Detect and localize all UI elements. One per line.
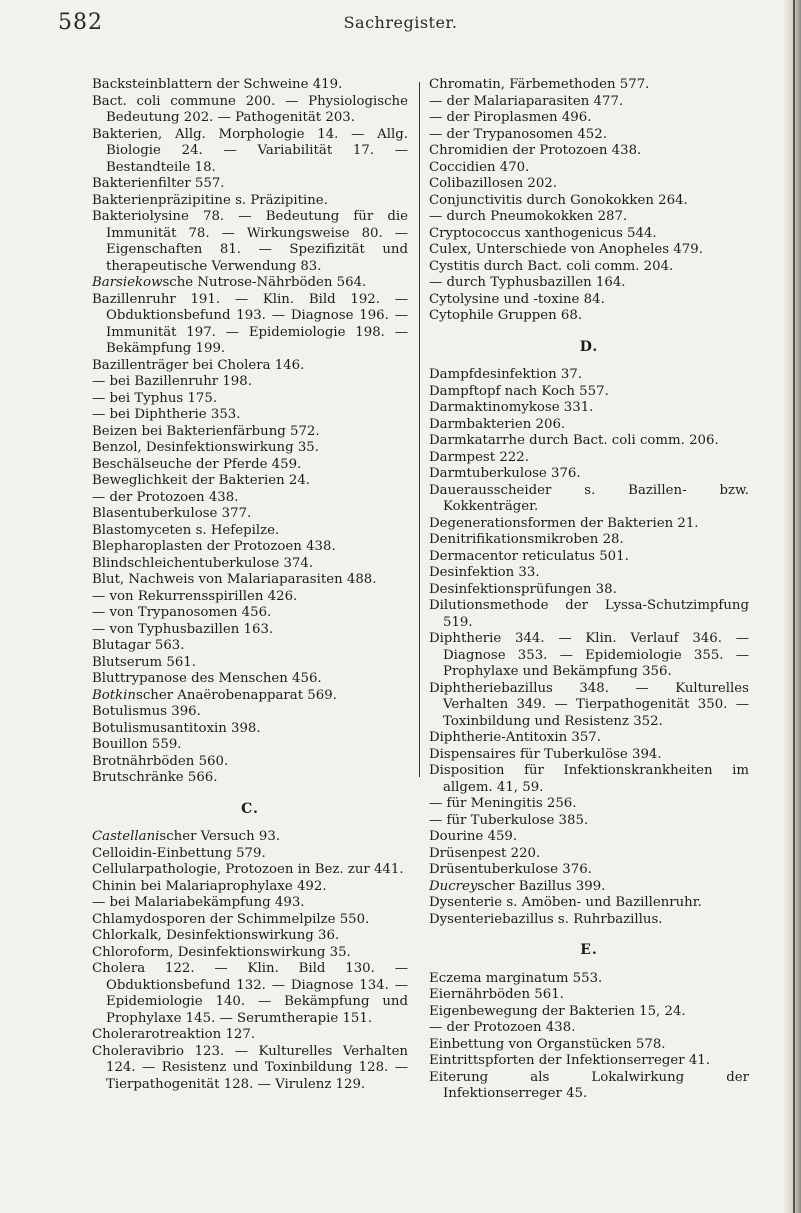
section-letter-d: D. xyxy=(579,338,599,355)
index-entry: — von Trypanosomen 456. xyxy=(92,605,272,620)
index-entry: Eczema marginatum 553. xyxy=(429,970,603,986)
index-entry: Bakterien, Allg. Morphologie 14. — Allg. Biologie 24. — Variabilität 17. — Bestandteile 18. xyxy=(92,126,408,175)
index-column-right xyxy=(429,77,749,1103)
index-entry: Chloroform, Desinfektionswirkung 35. xyxy=(92,944,351,960)
index-entry: — für Meningitis 256. xyxy=(429,796,577,811)
index-entry: Blutserum 561. xyxy=(92,654,196,670)
index-entry: Bakterienfilter 557. xyxy=(92,176,225,191)
index-entry: Bazillenruhr 191. — Klin. Bild 192. — Obduktionsbefund 193. — Diagnose 196. — Immunität 197. — Epidemiologie 198. — Bekämpfung 199. xyxy=(92,291,408,356)
index-entry: Einbettung von Organstücken 578. xyxy=(429,1036,666,1052)
index-entry: Chlorkalk, Desinfektionswirkung 36. xyxy=(92,928,340,943)
index-entry: Drüsentuberkulose 376. xyxy=(429,862,592,877)
index-entry: — bei Bazillenruhr 198. xyxy=(92,374,252,389)
index-entry: Eigenbewegung der Bakterien 15, 24. xyxy=(429,1003,686,1019)
index-entry: Cryptococcus xanthogenicus 544. xyxy=(429,225,657,241)
index-entry: Blut, Nachweis von Malariaparasiten 488. xyxy=(92,572,377,587)
index-entry: Coccidien 470. xyxy=(429,159,530,175)
index-entry: — bei Typhus 175. xyxy=(92,390,218,406)
index-entry: Botkinscher Anaërobenapparat 569. xyxy=(92,687,337,703)
index-entry: Blindschleichentuberkulose 374. xyxy=(92,555,314,571)
index-entry: Diphtheriebazillus 348. — Kulturelles Verhalten 349. — Tierpathogenität 350. — Toxinbildung und Resistenz 352. xyxy=(429,680,749,729)
index-entry: — der Piroplasmen 496. xyxy=(429,110,592,125)
index-entry: — der Trypanosomen 452. xyxy=(429,126,607,142)
index-entry: — der Protozoen 438. xyxy=(92,489,239,505)
index-entry: Darmkatarrhe durch Bact. coli comm. 206. xyxy=(429,433,719,448)
index-entry: Blutagar 563. xyxy=(92,638,185,653)
running-title: Sachregister. xyxy=(343,13,458,32)
index-entry: — für Tuberkulose 385. xyxy=(429,812,589,828)
index-entry: Dilutionsmethode der Lyssa-Schutzimpfung 519. xyxy=(429,598,749,630)
index-entry: Castellanischer Versuch 93. xyxy=(92,829,281,844)
index-entry: Chromidien der Protozoen 438. xyxy=(429,143,642,158)
index-entry: Beschälseuche der Pferde 459. xyxy=(92,456,302,472)
index-entry: Celloidin-Einbettung 579. xyxy=(92,845,266,861)
index-entry: — von Typhusbazillen 163. xyxy=(92,621,274,637)
index-entry: Darmbakterien 206. xyxy=(429,416,566,432)
section-c-continued-entries xyxy=(429,77,749,325)
index-entry: Cholera 122. — Klin. Bild 130. — Obduktionsbefund 132. — Diagnose 134. — Epidemiologie 140. — Bekämpfung und Prophylaxe 145. — Serumtherapie 151. xyxy=(92,961,408,1026)
section-b-entries xyxy=(92,77,408,787)
index-entry: Brotnährböden 560. xyxy=(92,753,229,769)
page-edge-line xyxy=(793,0,795,1213)
index-entry: Conjunctivitis durch Gonokokken 264. xyxy=(429,192,688,208)
index-entry: Colibazillosen 202. xyxy=(429,176,557,191)
index-entry: Cytophile Gruppen 68. xyxy=(429,308,583,323)
page-number: 582 xyxy=(58,10,103,35)
index-entry: Chromatin, Färbemethoden 577. xyxy=(429,77,650,92)
index-entry: Brutschränke 566. xyxy=(92,770,218,785)
index-entry: Botulismusantitoxin 398. xyxy=(92,720,261,736)
index-entry: Cystitis durch Bact. coli comm. 204. xyxy=(429,258,674,274)
index-entry: Blastomyceten s. Hefepilze. xyxy=(92,522,280,538)
index-entry: Barsiekowsche Nutrose-Nährböden 564. xyxy=(92,275,367,290)
index-entry: Dysenteriebazillus s. Ruhrbazillus. xyxy=(429,911,663,927)
index-entry: Desinfektion 33. xyxy=(429,565,540,580)
index-entry: — bei Diphtherie 353. xyxy=(92,407,241,422)
index-entry: Bouillon 559. xyxy=(92,737,182,752)
index-column-left xyxy=(92,77,408,1093)
index-entry: Denitrifikationsmikroben 28. xyxy=(429,532,624,547)
column-divider xyxy=(419,82,420,777)
section-letter-e: E. xyxy=(580,942,598,958)
index-entry: Drüsenpest 220. xyxy=(429,845,541,861)
index-entry: Cellularpathologie, Protozoen in Bez. zur 441. xyxy=(92,862,404,877)
index-entry: Dermacentor reticulatus 501. xyxy=(429,548,629,564)
index-entry: Cholerarotreaktion 127. xyxy=(92,1027,256,1042)
index-entry: Backsteinblattern der Schweine 419. xyxy=(92,77,343,92)
index-entry: Bakteriolysine 78. — Bedeutung für die Immunität 78. — Wirkungsweise 80. — Eigenschaften 81. — Spezifizität und therapeutische Verwendung 83. xyxy=(92,209,408,274)
index-entry: Ducreyscher Bazillus 399. xyxy=(429,878,606,894)
index-entry: — bei Malariabekämpfung 493. xyxy=(92,895,305,910)
index-entry: Beweglichkeit der Bakterien 24. xyxy=(92,473,311,488)
index-entry: — der Protozoen 438. xyxy=(429,1020,576,1035)
index-entry: Dauerausscheider s. Bazillen- bzw. Kokkenträger. xyxy=(429,482,749,514)
index-entry: Eiterung als Lokalwirkung der Infektionserreger 45. xyxy=(429,1069,749,1101)
section-e-entries xyxy=(429,971,749,1103)
index-entry: Bazillenträger bei Cholera 146. xyxy=(92,357,305,373)
index-entry: — durch Typhusbazillen 164. xyxy=(429,275,626,290)
index-entry: Dampftopf nach Koch 557. xyxy=(429,383,609,399)
index-entry: Eiernährböden 561. xyxy=(429,987,564,1002)
index-entry: Dispensaires für Tuberkulöse 394. xyxy=(429,746,662,762)
index-entry: Desinfektionsprüfungen 38. xyxy=(429,581,617,597)
index-entry: Culex, Unterschiede von Anopheles 479. xyxy=(429,242,703,257)
index-entry: Diphtherie 344. — Klin. Verlauf 346. — Diagnose 353. — Epidemiologie 355. — Prophylaxe und Bekämpfung 356. xyxy=(429,631,749,679)
index-entry: Diphtherie-Antitoxin 357. xyxy=(429,730,601,745)
index-entry: Choleravibrio 123. — Kulturelles Verhalten 124. — Resistenz und Toxinbildung 128. — Tierpathogenität 128. — Virulenz 129. xyxy=(92,1043,408,1092)
index-entry: Blepharoplasten der Protozoen 438. xyxy=(92,539,336,554)
page-edge-shadow xyxy=(783,0,801,1213)
index-entry: Darmaktinomykose 331. xyxy=(429,400,594,415)
index-entry: Degenerationsformen der Bakterien 21. xyxy=(429,515,699,531)
index-entry: Cytolysine und -toxine 84. xyxy=(429,291,605,307)
index-entry: Botulismus 396. xyxy=(92,704,201,719)
index-entry: Dourine 459. xyxy=(429,829,518,844)
index-entry: Chlamydosporen der Schimmelpilze 550. xyxy=(92,911,370,927)
section-c-entries xyxy=(92,829,408,1093)
index-entry: Chinin bei Malariaprophylaxe 492. xyxy=(92,878,327,894)
index-entry: Dampfdesinfektion 37. xyxy=(429,367,583,382)
index-entry: — der Malariaparasiten 477. xyxy=(429,93,624,109)
index-entry: — durch Pneumokokken 287. xyxy=(429,209,628,224)
index-entry: Beizen bei Bakterienfärbung 572. xyxy=(92,423,320,439)
section-d-entries xyxy=(429,367,749,928)
index-entry: Bluttrypanose des Menschen 456. xyxy=(92,671,322,686)
section-letter-c: C. xyxy=(241,800,259,817)
index-entry: Eintrittspforten der Infektionserreger 41. xyxy=(429,1053,710,1068)
index-entry: Benzol, Desinfektionswirkung 35. xyxy=(92,440,319,455)
index-entry: Darmpest 222. xyxy=(429,449,529,465)
index-entry: Disposition für Infektionskrankheiten im allgem. 41, 59. xyxy=(429,763,749,795)
index-entry: Bakterienpräzipitine s. Präzipitine. xyxy=(92,192,328,208)
index-entry: Darmtuberkulose 376. xyxy=(429,466,581,481)
index-entry: Blasentuberkulose 377. xyxy=(92,506,252,521)
index-entry: Dysenterie s. Amöben- und Bazillenruhr. xyxy=(429,895,702,910)
index-entry: — von Rekurrensspirillen 426. xyxy=(92,588,298,604)
index-entry: Bact. coli commune 200. — Physiologische Bedeutung 202. — Pathogenität 203. xyxy=(92,93,408,125)
